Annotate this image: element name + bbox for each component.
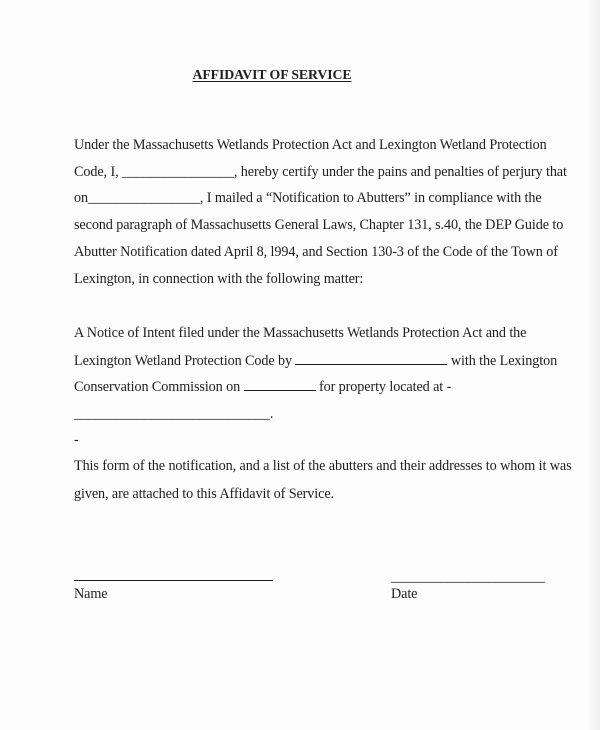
paragraph2-line3-end: for property located at -: [315, 379, 452, 395]
paragraph2-line3: [74, 378, 451, 396]
paragraph2-line2: [74, 352, 557, 370]
paragraph2-line3-start: Conservation Commission on: [74, 379, 244, 395]
date-label: Date: [391, 586, 418, 602]
paragraph2-dash: -: [74, 432, 79, 448]
property-location-blank[interactable]: ____________________________.: [74, 406, 274, 422]
commission-date-blank[interactable]: [244, 378, 316, 391]
paragraph1-line5: Abutter Notification dated April 8, l994, and Section 130-3 of the Code of the Town of: [74, 244, 558, 260]
paragraph3-line2: given, are attached to this Affidavit of Service.: [74, 486, 334, 502]
page-edge-shadow: [586, 0, 600, 730]
name-label: Name: [74, 586, 108, 602]
paragraph1-line6: Lexington, in connection with the following matter:: [74, 271, 364, 287]
date-line-text: ______________________: [391, 569, 545, 585]
paragraph1-line3: on________________, I mailed a “Notification to Abutters” in compliance with the: [74, 190, 542, 206]
paragraph3-line1: This form of the notification, and a list of the abutters and their addresses to whom it was: [74, 458, 572, 474]
paragraph1-line2: Code, I, ________________, hereby certify under the pains and penalties of perjury that: [74, 164, 567, 180]
paragraph2-line2-start: Lexington Wetland Protection Code by: [74, 353, 296, 369]
applicant-name-blank[interactable]: [295, 352, 447, 365]
document-title: AFFIDAVIT OF SERVICE: [192, 67, 352, 82]
paragraph2-line2-end: with the Lexington: [447, 353, 558, 369]
paragraph1-line4: second paragraph of Massachusetts General Laws, Chapter 131, s.40, the DEP Guide to: [74, 217, 564, 233]
paragraph2-line1: A Notice of Intent filed under the Massachusetts Wetlands Protection Act and the: [74, 325, 527, 341]
name-signature-line[interactable]: [74, 580, 273, 581]
paragraph1-line1: Under the Massachusetts Wetlands Protection Act and Lexington Wetland Protection: [74, 137, 547, 153]
date-signature-line[interactable]: [391, 569, 545, 586]
